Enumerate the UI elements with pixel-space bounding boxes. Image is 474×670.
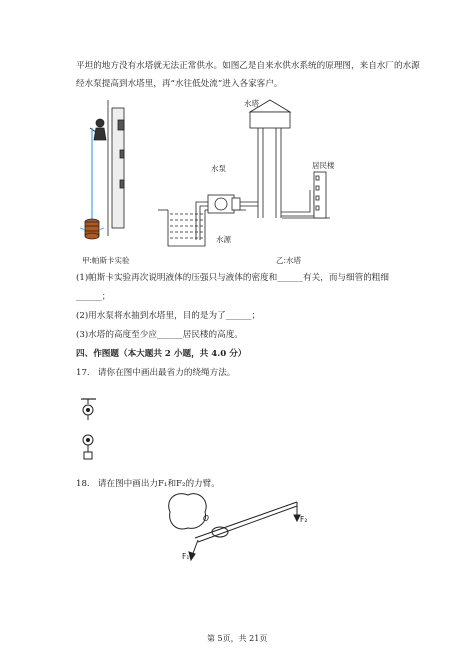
q17-prompt: 17. 请你在图中画出最省力的绕绳方法。 [76,368,236,378]
pump-label: 水泵 [211,164,226,173]
pascal-experiment-figure [80,100,124,239]
question-1: (1)帕斯卡实验再次说明液体的压强只与液体的密度和______有关，而与细管的粗细 [76,273,389,283]
water-tower-system-figure [158,100,330,246]
section-4-title: 四、作图题（本大题共 2 小题，共 4.0 分） [76,349,247,359]
answer-blank[interactable]: ______ [225,311,252,321]
pivot-label: O [203,514,209,523]
lever-figure [169,494,300,560]
intro-line-1: 平坦的地方没有水塔就无法正常供水。如图乙是自来水供水系统的原理图，来自水厂的水源 [76,61,420,71]
answer-blank[interactable]: ______ [277,273,304,283]
force-f1-label: F₁ [182,552,190,561]
question-3: (3)水塔的高度至少应______居民楼的高度。 [76,330,243,340]
answer-blank[interactable]: ______ [156,330,183,340]
source-label: 水源 [216,235,231,244]
question-1-cont: ______； [76,292,111,302]
building-label: 居民楼 [312,161,335,170]
intro-line-2: 经水泵提高到水塔里，再“水往低处流”进入各家客户。 [76,79,283,89]
question-2: (2)用水泵将水抽到水塔里，目的是为了______； [76,311,261,321]
q18-prompt: 18. 请在图中画出力F₁和F₂的力臂。 [76,479,220,489]
force-f2-label: F₂ [300,515,308,524]
pulley-system-figure [81,399,96,459]
caption-pascal: 甲:帕斯卡实验 [82,256,130,265]
tower-label: 水塔 [244,99,259,108]
answer-blank[interactable]: ______ [76,292,102,302]
page-footer: 第 5页，共 21页 [207,634,268,643]
caption-tower: 乙:水塔 [276,256,302,265]
